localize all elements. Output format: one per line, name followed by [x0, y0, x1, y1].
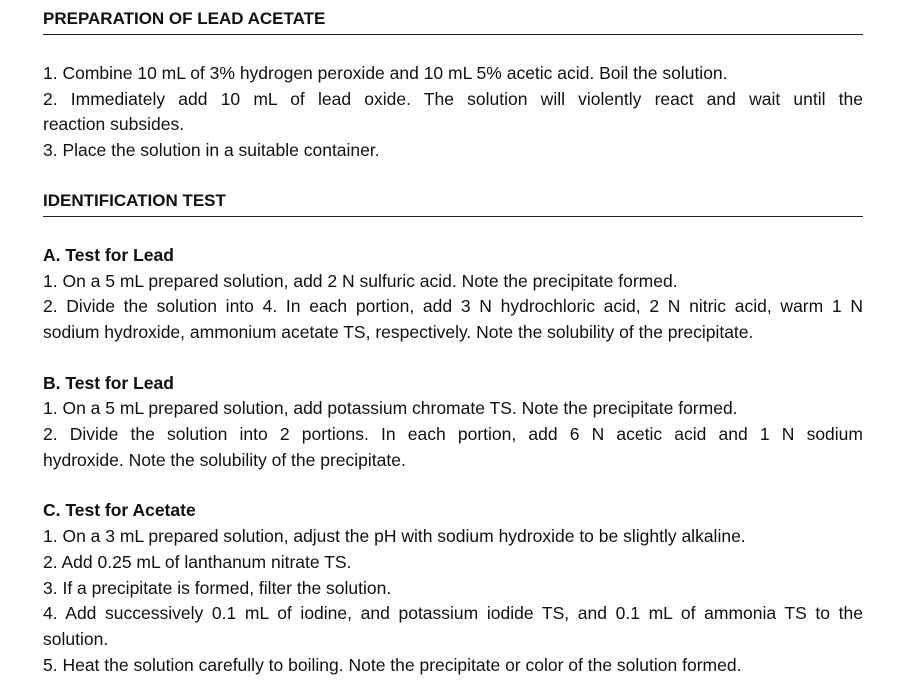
test-b-line-2: 2. Divide the solution into 2 portions. In each portion, add 6 N acetic acid and 1 N sodium	[43, 424, 863, 445]
test-c-title: C. Test for Acetate	[43, 500, 196, 521]
test-b-line-1: 1. On a 5 mL prepared solution, add potassium chromate TS. Note the precipitate formed.	[43, 398, 738, 419]
test-a-line-1: 1. On a 5 mL prepared solution, add 2 N sulfuric acid. Note the precipitate formed.	[43, 270, 678, 291]
test-c-block	[43, 498, 863, 678]
identification-heading: IDENTIFICATION TEST	[43, 190, 863, 217]
preparation-step-2-continued: reaction subsides.	[43, 114, 185, 135]
test-c-line-3: 3. If a precipitate is formed, filter the solution.	[43, 577, 392, 598]
test-c-line-5: 5. Heat the solution carefully to boiling. Note the precipitate or color of the solution formed.	[43, 654, 742, 675]
test-c-line-4-continued: solution.	[43, 628, 109, 649]
preparation-step-1: 1. Combine 10 mL of 3% hydrogen peroxide and 10 mL 5% acetic acid. Boil the solution.	[43, 63, 728, 83]
test-c-line-4: 4. Add successively 0.1 mL of iodine, and potassium iodide TS, and 0.1 mL of ammonia TS to the	[43, 603, 863, 624]
test-a-title: A. Test for Lead	[43, 244, 174, 265]
test-b-title: B. Test for Lead	[43, 372, 174, 393]
preparation-heading: PREPARATION OF LEAD ACETATE	[43, 8, 863, 35]
test-b-block	[43, 371, 863, 474]
test-a-line-3: sodium hydroxide, ammonium acetate TS, respectively. Note the solubility of the precipitate.	[43, 321, 754, 342]
test-a-line-2: 2. Divide the solution into 4. In each portion, add 3 N hydrochloric acid, 2 N nitric acid, warm 1 N	[43, 296, 863, 317]
preparation-step-3: 3. Place the solution in a suitable container.	[43, 140, 380, 161]
test-b-line-3: hydroxide. Note the solubility of the precipitate.	[43, 449, 406, 470]
test-a-block	[43, 243, 863, 346]
preparation-steps	[43, 61, 863, 164]
preparation-step-2: 2. Immediately add 10 mL of lead oxide. The solution will violently react and wait until the	[43, 88, 863, 109]
test-c-line-2: 2. Add 0.25 mL of lanthanum nitrate TS.	[43, 551, 352, 572]
test-c-line-1: 1. On a 3 mL prepared solution, adjust the pH with sodium hydroxide to be slightly alkaline.	[43, 526, 746, 547]
